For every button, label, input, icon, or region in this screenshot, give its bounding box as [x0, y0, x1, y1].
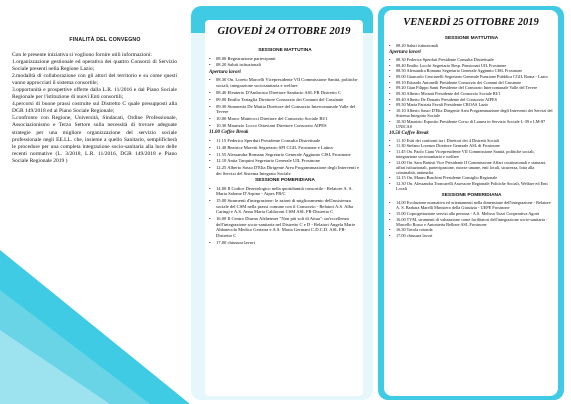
program-item: • 09.00 Giancarlo Cenciarelli Segretario Generale Funzione Pubblica CGIL Roma - Lazio [389, 74, 548, 80]
program-item: • 11.55 Alessandra Romano Segretario Generale Aggiunto CISL Frosinone [209, 151, 351, 157]
program-item: • 10.00 Marco Matteocci Direttore del Consorzio Sociale RI/1 [209, 115, 328, 121]
program-item: • 11.15 Federica Sperduti Presidente Consulta Distrettuale [209, 137, 321, 143]
program-item: • 12.25 Alberto Sasso D'Elia Dirigente Area Programmazione degli Interventi e dei Servizi del Sistema Integrato Sociale [209, 165, 359, 176]
program-item: • 14.00 Il Codice Deontologico nella quotidianità consortile - Relatore A. S. Maria Salome D'Arpino - Aipes FR/C [209, 185, 353, 197]
program-item: • 08.30 On. Loreto Marcelli Vicepresidente VII Commissione Sanità, politiche sociali, integrazione sociosanitaria e welfare [209, 77, 358, 89]
coffee-break-heading: 10.50 Coffee Break [389, 130, 429, 136]
program-item: • 12.00 On. Sara Battisti Vice Presidente II Commissione Affari costituzionali e statutari, affari istituzionali, partecipazione, risorse umane, enti locali, sicurezza, lotta alla criminalità, antimafia [389, 159, 547, 175]
program-item: • 09.00 Emilio Tartaglia Direttore Consorzio dei Comuni del Cassinate [209, 96, 344, 102]
purpose-item: 2.modalità di collaborazione con gli attori del territorio e su come questi vanno approcciati il sistema consortile; [12, 73, 177, 87]
purpose-item: 3.opportunità e prospettive offerte dalla L.R. 11/2016 e dal Piano Sociale Regionale per l'istituzione di nuovi Enti consortili; [12, 87, 177, 101]
morning-session-heading: SESSIONE MATTUTINA [258, 48, 312, 53]
purpose-title: FINALITÀ DEL CONVEGNO [69, 37, 141, 43]
program-item: • 08.40 Emilio Locchi Segretario Resp. Pensionati UIL Frosinone [389, 62, 507, 68]
program-item: • 10.10 Alberto Sasso D'Elia Dirigente Area Programmazione degli Interventi dei Servizi del Sistema Integrato Sociale [389, 107, 553, 118]
program-item: • 09.30 Simonetta De Mattia Direttore del Consorzio Intercomunale Valle del Tevere [209, 103, 356, 115]
thursday-date-title: GIOVEDÌ 24 OTTOBRE 2019 [217, 26, 351, 37]
program-item: • 11.45 On. Paolo Ciani Vicepresidente VII Commissione Sanità, politiche sociali, integrazione sociosanitaria e welfare [389, 149, 535, 160]
program-item: • 16.00 Il Centro Diurno Alzheimer "Non più soli di Attua": un'eccellenza dell'integrazione socio-sanitaria nel Distretto C e D - Relatori Angela Marie Abbatecola Medico Geriatra e A.S. Maria Germani C.D.C.D. ASL FR-Distretto C [209, 216, 356, 238]
program-item: • 08.20 Saluti istituzionali [209, 62, 262, 68]
purpose-item: 5.confronto con Regione, Università, Sindacati, Ordine Professionale, Associazionismo e Terzo Settore sulla necessità di trovare adeguate strategie per una migliore organizzazione del servizio sociale professionale negli EE.LL. che, insieme a quello Sanitario, semplificherà le procedure per una completa integrazione socio-sanitaria alla luce delle recenti normative (L. 3/2018, L.R. 11/2016, DGR 149/2018 e Piano Sociale Regionale 2019 ) [12, 115, 177, 164]
program-item: • 10.30 Maurizio Esposito Presidente Corso di Laurea in Servizio Sociale L-39 e LM-87 UNICAS [389, 118, 546, 129]
program-item: • 08.00 Registrazione partecipanti [209, 55, 276, 61]
program-item: • 08.40 Eleuterio D'Ambrosio Direttore Sanitario ASL FR Distretto C [209, 89, 342, 95]
afternoon-session-heading: SESSIONE POMERIDIANA [441, 193, 502, 199]
program-item: • 17,00 chiusura lavori [209, 239, 255, 245]
program-item: • 16.00 TVM, strumenti di valutazione come facilitatori dell'integrazione socio-sanitaria - Marcello Rosso e Antonietta Bellone ASL Frosinone [389, 216, 548, 227]
program-item: • 09.20 Gian Filippo Santi Presidente del Consorzio Intercomunale Valle del Tevere [389, 85, 538, 91]
program-item: • 09.10 Edoardo Antonelli Presidente Consorzio dei Comuni del Cassinate [389, 79, 522, 85]
program-item: • 11.30 Stefano Lorenzo Direttore Generale ASL di Frosinone [389, 143, 500, 149]
friday-panel [378, 6, 564, 400]
left-panel [0, 0, 188, 404]
purpose-body [12, 52, 177, 165]
purpose-intro: Con le presente iniziativa si vogliono fornire utili informazioni: [12, 52, 152, 58]
friday-date-title: VENERDÌ 25 OTTOBRE 2019 [403, 17, 539, 28]
coffee-break-heading: 11.00 Coffee Break [209, 130, 249, 136]
program-item: • 08.50 Alessandra Romano Segretario Generale Aggiunto CISL Frosinone [389, 68, 523, 74]
program-item: • 08.20 Saluti istituzionali [389, 43, 439, 49]
program-item: • 17.00 chiusura lavori [389, 232, 433, 238]
program-item: • 11.10 Esiti dei confronti tra i Direttori dei 4 Distretti Sociali [389, 137, 500, 143]
friday-program [389, 34, 554, 239]
friday-card [384, 10, 558, 396]
program-item: • 09.50 Maria Patrizia Favali Presidente CROAS Lazio [389, 102, 489, 108]
opening-works-heading: Apertura lavori [209, 69, 241, 75]
program-item: • 14.00 Evoluzione normativa ed orientamenti nella dimensione dell'integrazione - Relatore A. S. Barbara Marelli Ministero della Giustizia - UEPE Frosinone [389, 200, 551, 211]
opening-works-heading: Apertura lavori [389, 50, 421, 56]
program-item: • 12.15 On. Mauro Buschini Presidente Consiglio Regionale [389, 175, 498, 181]
thursday-panel [191, 6, 373, 400]
program-item: • 09.40 Alberto De Donatis Presidente del Consorzio AIPES [389, 96, 497, 102]
program-item: • 08.30 Federica Sperduti Presidente Consulta Distrettuale [389, 57, 494, 63]
program-item: • 12.30 On. Alessandra Troncarelli Assessore Regionale Politiche Sociali, Welfare ed Enti Locali [389, 181, 548, 192]
program-item: • 16.30 Tavola rotonda [389, 227, 433, 233]
program-item: • 10.30 Maurizio Locco Ottaviani Direttore Consorzio AIPES [209, 122, 327, 128]
purpose-item: 1.organizzazione gestionale ed operativa dei quattro Consorzi di Servizio Sociale presenti nella Regione Lazio; [12, 59, 177, 73]
program-item: • 11.40 Beatrice Moretti Segretario SPI CGIL Frosinone e Latina [209, 144, 333, 150]
program-item: • 12.10 Anita Tarquini Segretario Generale UIL Frosinone [209, 158, 320, 164]
thursday-card [205, 20, 363, 396]
program-item: • 15.00 Coprogettazione servizi alla persona - A.S. Melissa Tozzi Cooperativa Agorà [389, 210, 539, 216]
purpose-item: 4.percorsi di buone prassi costruite sul Distretto C quale presupposti alla DGR 149/2018 ed al Piano Sociale Regionale; [12, 101, 177, 115]
program-item: • 15.00 Strumenti d'integrazione: le azioni di miglioramento dell'assistenza sociale del CSM nella prassi comune con il Consorzio - Relatori A.S. Alba Caringi e A.S. Anna Maria Cahloroni CSM ASL FR-Distretto C [209, 198, 354, 215]
thursday-program [209, 46, 361, 247]
afternoon-session-heading: SESSIONE POMERIDIANA [255, 178, 315, 184]
program-item: • 09.30 Alberto Micanti Presidente del Consorzio Sociale RI/1 [389, 90, 501, 96]
morning-session-heading: SESSIONE MATTUTINA [444, 36, 499, 41]
